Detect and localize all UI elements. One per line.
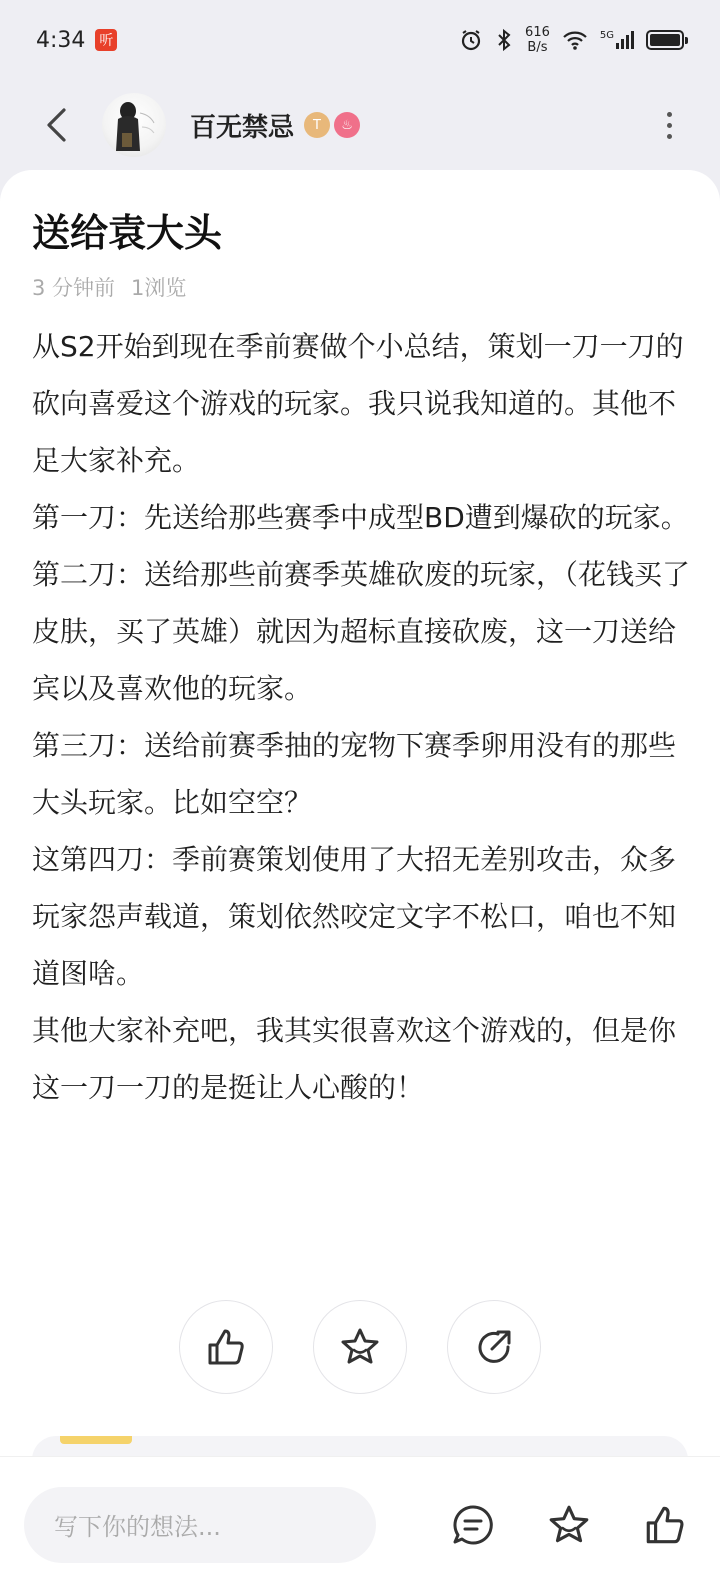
share-button[interactable] [447, 1300, 541, 1394]
bottom-comment-bar [0, 1456, 720, 1592]
bluetooth-icon [495, 28, 513, 52]
author-name[interactable]: 百无禁忌 [190, 112, 295, 143]
author-avatar[interactable] [102, 93, 166, 157]
back-button[interactable] [36, 105, 76, 145]
alarm-icon [459, 28, 483, 52]
post-card [0, 170, 720, 1460]
paragraph: 其他大家补充吧，我其实很喜欢这个游戏的，但是你这一刀一刀的是挺让人心酸的！ [32, 1014, 677, 1104]
paragraph: 第一刀：先送给那些赛季中成型BD遭到爆砍的玩家。 [32, 501, 689, 534]
share-icon [472, 1325, 516, 1369]
paragraph: 这第四刀：季前赛策划使用了大招无差别攻击，众多玩家怨声载道，策划依然咬定文字不松口，咱也不知道图啥。 [32, 843, 677, 990]
comment-icon [450, 1502, 496, 1548]
avatar-image [102, 93, 166, 157]
post-content [32, 318, 692, 1116]
more-icon [667, 112, 672, 117]
like-icon [204, 1325, 248, 1369]
back-icon [45, 107, 67, 143]
paragraph: 第三刀：送给前赛季抽的宠物下赛季卵用没有的那些大头玩家。比如空空？ [32, 729, 677, 819]
post-actions [0, 1300, 720, 1394]
level-badge: T [304, 112, 330, 138]
post-header [0, 80, 720, 170]
app-notification-icon: 听 [95, 29, 117, 51]
status-time: 4:34 [36, 27, 86, 53]
like-icon [642, 1502, 688, 1548]
battery-icon [646, 30, 684, 50]
like-bar-button[interactable] [640, 1500, 690, 1550]
more-button[interactable] [654, 105, 684, 145]
like-button[interactable] [179, 1300, 273, 1394]
favorite-bar-button[interactable] [544, 1500, 594, 1550]
post-meta [32, 272, 186, 302]
wifi-icon [562, 29, 588, 51]
status-bar [0, 0, 720, 80]
comment-button[interactable] [448, 1500, 498, 1550]
paragraph: 从S2开始到现在季前赛做个小总结，策划一刀一刀的砍向喜爱这个游戏的玩家。我只说我知道的。其他不足大家补充。 [32, 330, 684, 477]
network-speed: 616 B/s [525, 25, 550, 55]
post-title: 送给袁大头 [32, 211, 223, 255]
comment-input[interactable]: 写下你的想法... [24, 1487, 376, 1563]
paragraph: 第二刀：送给那些前赛季英雄砍废的玩家，（花钱买了皮肤，买了英雄）就因为超标直接砍废，这一刀送给宾以及喜欢他的玩家。 [32, 558, 691, 705]
fire-badge: ♨ [334, 112, 360, 138]
favorite-icon [546, 1502, 592, 1548]
section-tag [60, 1436, 132, 1444]
post-views: 1浏览 [131, 276, 187, 300]
favorite-button[interactable] [313, 1300, 407, 1394]
favorite-icon [338, 1325, 382, 1369]
cellular-signal-icon: 5G [600, 31, 634, 49]
post-time: 3 分钟前 [32, 276, 116, 300]
